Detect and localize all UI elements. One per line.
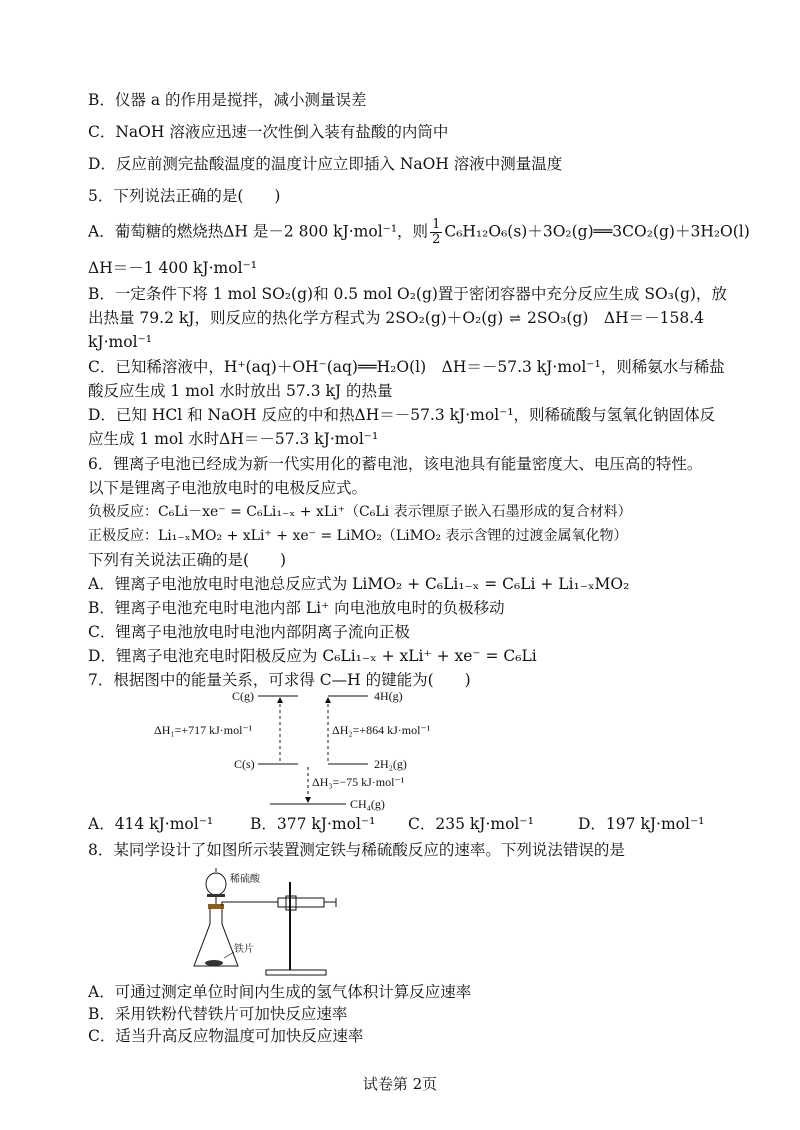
q8-stem: 8．某同学设计了如图所示装置测定铁与稀硫酸反应的速率。下列说法错误的是 bbox=[88, 841, 625, 859]
label-2h2-gas: 2H₂(g) bbox=[374, 757, 407, 771]
q5-d-line2: 应生成 1 mol 水时ΔH＝－57.3 kJ·mol⁻¹ bbox=[88, 430, 379, 448]
q6-ask: 下列有关说法正确的是( ) bbox=[88, 551, 287, 569]
q5-option-a bbox=[88, 218, 750, 247]
equilibrium-arrow-icon: ⇌ bbox=[509, 311, 521, 327]
q5-a-line2: ΔH＝－1 400 kJ·mol⁻¹ bbox=[88, 259, 257, 277]
iron-piece-icon bbox=[205, 960, 223, 966]
q7-option-a: A．414 kJ·mol⁻¹ bbox=[88, 815, 214, 833]
energy-level-diagram bbox=[150, 688, 480, 812]
q4-option-c: C．NaOH 溶液应迅速一次性倒入装有盐酸的内筒中 bbox=[88, 123, 449, 141]
q7-option-c: C．235 kJ·mol⁻¹ bbox=[408, 815, 534, 833]
q5-stem: 5．下列说法正确的是( ) bbox=[88, 187, 281, 205]
q5-b-line2 bbox=[88, 308, 704, 329]
q5-a-part1: A．葡萄糖的燃烧热ΔH 是－2 800 kJ·mol⁻¹，则 bbox=[88, 222, 429, 241]
q7-stem: 7．根据图中的能量关系，可求得 C—H 的键能为( ) bbox=[88, 671, 471, 689]
label-dh2: ΔH₂=+864 kJ·mol⁻¹ bbox=[332, 723, 431, 737]
q5-b-line1: B．一定条件下将 1 mol SO₂(g)和 0.5 mol O₂(g)置于密闭容器中充分反应生成 SO₃(g)，放 bbox=[88, 285, 727, 303]
q6-negative-electrode: 负极反应：C₆Li－xe⁻ = C₆Li₁₋ₓ + xLi⁺（C₆Li 表示锂原子嵌入石墨形成的复合材料） bbox=[88, 504, 632, 520]
q5-a-part2: C₆H₁₂O₆(s)＋3O₂(g)══3CO₂(g)＋3H₂O(l) bbox=[444, 222, 750, 241]
label-dh1: ΔH₁=+717 kJ·mol⁻¹ bbox=[154, 723, 253, 737]
q4-option-b: B．仪器 a 的作用是搅拌，减小测量误差 bbox=[88, 91, 367, 109]
label-iron-piece: 铁片 bbox=[234, 944, 254, 955]
q8-option-c: C．适当升高反应物温度可加快反应速率 bbox=[88, 1027, 364, 1045]
q5-c-line2: 酸反应生成 1 mol 水时放出 57.3 kJ 的热量 bbox=[88, 382, 393, 400]
q8-option-a: A．可通过测定单位时间内生成的氢气体积计算反应速率 bbox=[88, 983, 472, 1001]
fraction-one-half bbox=[430, 218, 442, 247]
q6-stem-2: 以下是锂离子电池放电时的电极反应式。 bbox=[88, 479, 368, 497]
q4-option-d: D．反应前测完盐酸温度的温度计应立即插入 NaOH 溶液中测量温度 bbox=[88, 155, 563, 173]
q6-positive-electrode: 正极反应：Li₁₋ₓMO₂ + xLi⁺ + xe⁻ = LiMO₂（LiMO₂ 表示含锂的过渡金属氧化物） bbox=[88, 528, 628, 544]
label-dilute-sulfuric-acid: 稀硫酸 bbox=[230, 874, 260, 885]
q6-stem-1: 6．锂离子电池已经成为新一代实用化的蓄电池，该电池具有能量密度大、电压高的特性。 bbox=[88, 455, 703, 473]
q5-b-line2b: 2SO₃(g) ΔH＝－158.4 bbox=[527, 309, 705, 327]
q5-d-line1: D．已知 HCl 和 NaOH 反应的中和热ΔH＝－57.3 kJ·mol⁻¹，则稀硫酸与氢氧化钠固体反 bbox=[88, 406, 716, 424]
delivery-tube bbox=[222, 902, 280, 906]
label-dh3: ΔH₃=−75 kJ·mol⁻¹ bbox=[312, 775, 405, 789]
funnel-stopcock-icon bbox=[207, 894, 225, 897]
apparatus-diagram bbox=[190, 868, 340, 978]
label-ch4-gas: CH₄(g) bbox=[350, 797, 385, 811]
q6-option-b: B．锂离子电池充电时电池内部 Li⁺ 向电池放电时的负极移动 bbox=[88, 599, 505, 617]
q6-option-a: A．锂离子电池放电时电池总反应式为 LiMO₂ + C₆Li₁₋ₓ = C₆Li + Li₁₋ₓMO₂ bbox=[88, 575, 630, 593]
label-c-solid: C(s) bbox=[234, 757, 255, 771]
funnel-bulb-icon bbox=[206, 873, 226, 895]
fraction-numerator: 1 bbox=[432, 217, 441, 232]
label-4h-gas: 4H(g) bbox=[374, 689, 403, 703]
q7-option-d: D．197 kJ·mol⁻¹ bbox=[578, 815, 705, 833]
gas-syringe-icon bbox=[278, 898, 324, 907]
q5-c-line1: C．已知稀溶液中，H⁺(aq)＋OH⁻(aq)══H₂O(l) ΔH＝－57.3 kJ·mol⁻¹，则稀氨水与稀盐 bbox=[88, 358, 725, 376]
q5-b-line2a: 出热量 79.2 kJ，则反应的热化学方程式为 2SO₂(g)＋O₂(g) bbox=[88, 309, 504, 327]
q6-option-c: C．锂离子电池放电时电池内部阴离子流向正极 bbox=[88, 623, 410, 641]
page-footer: 试卷第 2页 bbox=[362, 1075, 438, 1093]
label-c-gas: C(g) bbox=[232, 689, 254, 703]
q8-option-b: B．采用铁粉代替铁片可加快反应速率 bbox=[88, 1005, 348, 1023]
q6-option-d: D．锂离子电池充电时阳极反应为 C₆Li₁₋ₓ + xLi⁺ + xe⁻ = C₆Li bbox=[88, 647, 537, 665]
q7-option-b: B．377 kJ·mol⁻¹ bbox=[250, 815, 376, 833]
fraction-denominator: 2 bbox=[432, 232, 441, 247]
conical-flask-icon bbox=[194, 906, 238, 966]
iron-stand-base-icon bbox=[266, 970, 326, 975]
q5-b-line3: kJ·mol⁻¹ bbox=[88, 333, 152, 351]
